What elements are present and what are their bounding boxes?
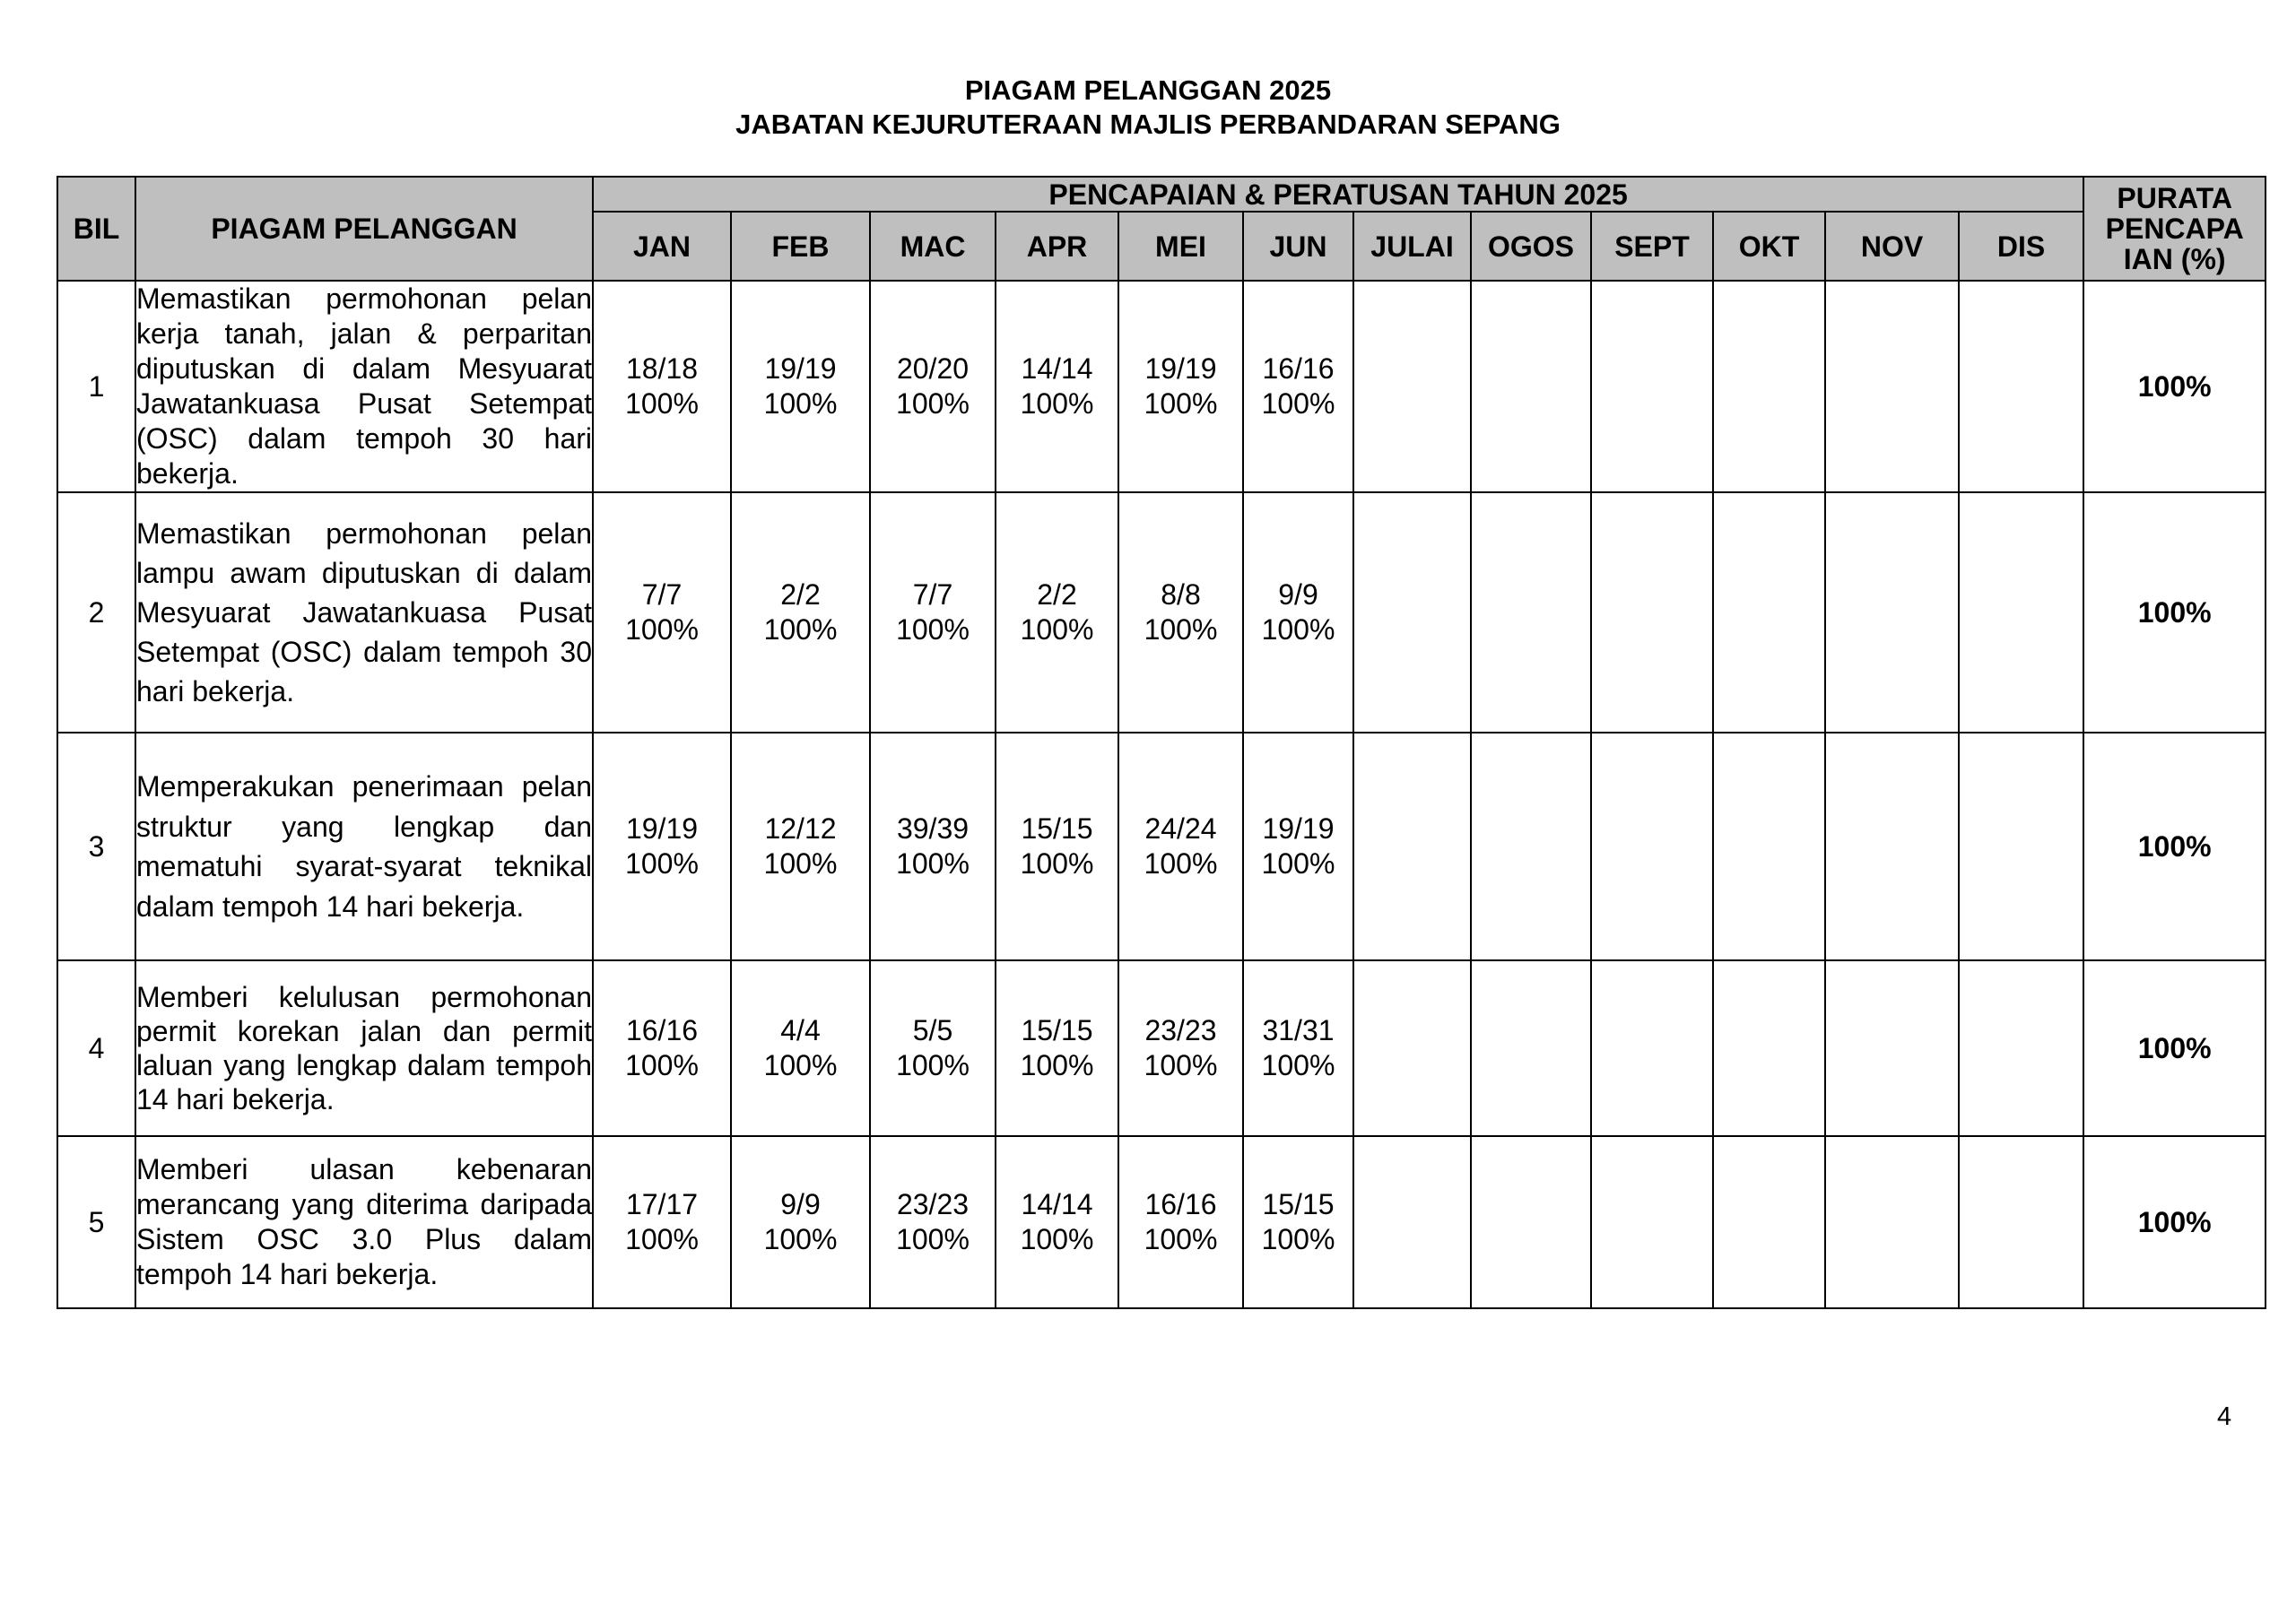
month-value-cell [1118, 492, 1243, 733]
completed-count: 19/19 [764, 352, 837, 385]
month-value-cell [996, 1136, 1118, 1308]
month-value-cell [1713, 960, 1825, 1136]
charter-description: Memastikan permohonan pelan kerja tanah, jalan & perparitan diputuskan di dalam Mesyuarat Jawatankuasa Pusat Setempat (OSC) dalam tempoh 30 hari bekerja. [135, 281, 593, 492]
completion-percent: 100% [896, 847, 970, 880]
completion-percent: 100% [1020, 613, 1094, 646]
completed-count: 19/19 [1262, 812, 1335, 845]
month-value-cell [1713, 281, 1825, 492]
month-value-cell [731, 281, 870, 492]
month-value-cell [1825, 1136, 1959, 1308]
completed-count: 14/14 [1021, 1188, 1093, 1220]
month-value-cell [1959, 1136, 2083, 1308]
customer-charter-table [57, 176, 2266, 1309]
average-achievement: 100% [2083, 960, 2266, 1136]
month-value-cell [1471, 1136, 1591, 1308]
month-value-cell [593, 492, 731, 733]
completion-percent: 100% [625, 1049, 699, 1081]
month-value-cell [1353, 281, 1471, 492]
completed-count: 12/12 [764, 812, 837, 845]
header-achievement-group: PENCAPAIAN & PERATUSAN TAHUN 2025 [593, 177, 2083, 212]
header-month: MEI [1118, 212, 1243, 281]
completed-count: 20/20 [896, 352, 970, 385]
month-value-cell [870, 960, 996, 1136]
completed-count: 15/15 [1262, 1188, 1335, 1220]
completed-count: 23/23 [896, 1188, 970, 1220]
month-value-cell [996, 960, 1118, 1136]
month-value-cell [1118, 1136, 1243, 1308]
month-value-cell [1353, 733, 1471, 960]
month-value-cell [996, 733, 1118, 960]
completion-percent: 100% [1144, 847, 1218, 880]
month-value-cell [1243, 960, 1353, 1136]
charter-description: Memberi ulasan kebenaran merancang yang diterima daripada Sistem OSC 3.0 Plus dalam tempoh 14 hari bekerja. [135, 1136, 593, 1308]
table-row [57, 281, 2266, 492]
completed-count: 7/7 [912, 578, 953, 611]
header-month: DIS [1959, 212, 2083, 281]
completion-percent: 100% [896, 387, 970, 420]
completed-count: 16/16 [625, 1014, 699, 1046]
document-title: PIAGAM PELANGGAN 2025 [964, 74, 1332, 106]
completion-percent: 100% [763, 1049, 838, 1081]
month-value-cell [1243, 1136, 1353, 1308]
completed-count: 39/39 [896, 812, 970, 845]
month-value-cell [1118, 281, 1243, 492]
month-value-cell [593, 733, 731, 960]
month-value-cell [1471, 281, 1591, 492]
table-row [57, 960, 2266, 1136]
month-value-cell [996, 281, 1118, 492]
completion-percent: 100% [625, 613, 699, 646]
month-value-cell [593, 960, 731, 1136]
month-value-cell [1118, 733, 1243, 960]
completion-percent: 100% [763, 847, 838, 880]
month-value-cell [1825, 281, 1959, 492]
month-value-cell [1825, 733, 1959, 960]
month-value-cell [731, 1136, 870, 1308]
header-month: MAC [870, 212, 996, 281]
month-value-cell [731, 960, 870, 1136]
header-month: OKT [1713, 212, 1825, 281]
month-value-cell [1591, 733, 1713, 960]
month-value-cell [593, 281, 731, 492]
month-value-cell [1118, 960, 1243, 1136]
completion-percent: 100% [1261, 387, 1335, 420]
completion-percent: 100% [1144, 387, 1218, 420]
header-month: JULAI [1353, 212, 1471, 281]
completed-count: 9/9 [1278, 578, 1318, 611]
header-month: OGOS [1471, 212, 1591, 281]
completion-percent: 100% [763, 1223, 838, 1255]
month-value-cell [870, 1136, 996, 1308]
completion-percent: 100% [1261, 613, 1335, 646]
month-value-cell [1353, 960, 1471, 1136]
completed-count: 24/24 [1144, 812, 1217, 845]
completion-percent: 100% [1020, 1049, 1094, 1081]
completed-count: 8/8 [1161, 578, 1201, 611]
completed-count: 18/18 [625, 352, 699, 385]
month-value-cell [731, 492, 870, 733]
completion-percent: 100% [1144, 613, 1218, 646]
month-value-cell [1713, 733, 1825, 960]
average-achievement: 100% [2083, 733, 2266, 960]
month-value-cell [1591, 1136, 1713, 1308]
charter-description: Memastikan permohonan pelan lampu awam diputuskan di dalam Mesyuarat Jawatankuasa Pusat Setempat (OSC) dalam tempoh 30 hari bekerja. [135, 492, 593, 733]
month-value-cell [1243, 281, 1353, 492]
header-month: FEB [731, 212, 870, 281]
month-value-cell [1713, 1136, 1825, 1308]
header-month: SEPT [1591, 212, 1713, 281]
completion-percent: 100% [625, 387, 699, 420]
month-value-cell [1591, 492, 1713, 733]
average-achievement: 100% [2083, 281, 2266, 492]
month-value-cell [1471, 960, 1591, 1136]
month-value-cell [870, 281, 996, 492]
completion-percent: 100% [1261, 1049, 1335, 1081]
completed-count: 15/15 [1021, 812, 1093, 845]
completed-count: 16/16 [1262, 352, 1335, 385]
completed-count: 5/5 [912, 1014, 953, 1046]
header-charter: PIAGAM PELANGGAN [135, 177, 593, 281]
month-value-cell [1243, 733, 1353, 960]
header-bil: BIL [57, 177, 135, 281]
month-value-cell [870, 733, 996, 960]
month-value-cell [1825, 960, 1959, 1136]
header-average: PURATA PENCAPA IAN (%) [2083, 177, 2266, 281]
page-number: 4 [2217, 1402, 2232, 1431]
completion-percent: 100% [1144, 1223, 1218, 1255]
completion-percent: 100% [1020, 1223, 1094, 1255]
month-value-cell [1471, 492, 1591, 733]
table-row [57, 492, 2266, 733]
month-value-cell [1959, 281, 2083, 492]
completion-percent: 100% [1261, 847, 1335, 880]
month-value-cell [1591, 281, 1713, 492]
completed-count: 7/7 [641, 578, 683, 611]
completed-count: 4/4 [780, 1014, 821, 1046]
completion-percent: 100% [625, 1223, 699, 1255]
completed-count: 23/23 [1144, 1014, 1217, 1046]
month-value-cell [1591, 960, 1713, 1136]
row-number: 2 [57, 492, 135, 733]
month-value-cell [1353, 1136, 1471, 1308]
completion-percent: 100% [625, 847, 699, 880]
completed-count: 16/16 [1144, 1188, 1217, 1220]
header-month: APR [996, 212, 1118, 281]
month-value-cell [996, 492, 1118, 733]
completed-count: 2/2 [780, 578, 821, 611]
row-number: 5 [57, 1136, 135, 1308]
month-value-cell [1825, 492, 1959, 733]
completed-count: 15/15 [1021, 1014, 1093, 1046]
month-value-cell [1471, 733, 1591, 960]
completed-count: 14/14 [1021, 352, 1093, 385]
month-value-cell [1353, 492, 1471, 733]
month-value-cell [870, 492, 996, 733]
month-value-cell [1713, 492, 1825, 733]
header-month: JAN [593, 212, 731, 281]
average-achievement: 100% [2083, 492, 2266, 733]
month-value-cell [731, 733, 870, 960]
completion-percent: 100% [896, 1049, 970, 1081]
header-month: JUN [1243, 212, 1353, 281]
completion-percent: 100% [1144, 1049, 1218, 1081]
table-row [57, 733, 2266, 960]
month-value-cell [1959, 960, 2083, 1136]
completion-percent: 100% [896, 613, 970, 646]
month-value-cell [1959, 492, 2083, 733]
completion-percent: 100% [896, 1223, 970, 1255]
completion-percent: 100% [763, 387, 838, 420]
average-achievement: 100% [2083, 1136, 2266, 1308]
completed-count: 31/31 [1262, 1014, 1335, 1046]
completed-count: 19/19 [1144, 352, 1217, 385]
document-subtitle: JABATAN KEJURUTERAAN MAJLIS PERBANDARAN SEPANG [735, 108, 1561, 140]
month-value-cell [1959, 733, 2083, 960]
charter-description: Memperakukan penerimaan pelan struktur yang lengkap dan mematuhi syarat-syarat teknikal dalam tempoh 14 hari bekerja. [135, 733, 593, 960]
completed-count: 17/17 [625, 1188, 699, 1220]
completion-percent: 100% [1020, 847, 1094, 880]
completion-percent: 100% [763, 613, 838, 646]
header-month: NOV [1825, 212, 1959, 281]
row-number: 4 [57, 960, 135, 1136]
row-number: 1 [57, 281, 135, 492]
completed-count: 2/2 [1037, 578, 1077, 611]
completed-count: 19/19 [625, 812, 699, 845]
month-value-cell [593, 1136, 731, 1308]
completed-count: 9/9 [780, 1188, 821, 1220]
charter-description: Memberi kelulusan permohonan permit korekan jalan dan permit laluan yang lengkap dalam tempoh 14 hari bekerja. [135, 960, 593, 1136]
completion-percent: 100% [1261, 1223, 1335, 1255]
table-row [57, 1136, 2266, 1308]
month-value-cell [1243, 492, 1353, 733]
row-number: 3 [57, 733, 135, 960]
completion-percent: 100% [1020, 387, 1094, 420]
